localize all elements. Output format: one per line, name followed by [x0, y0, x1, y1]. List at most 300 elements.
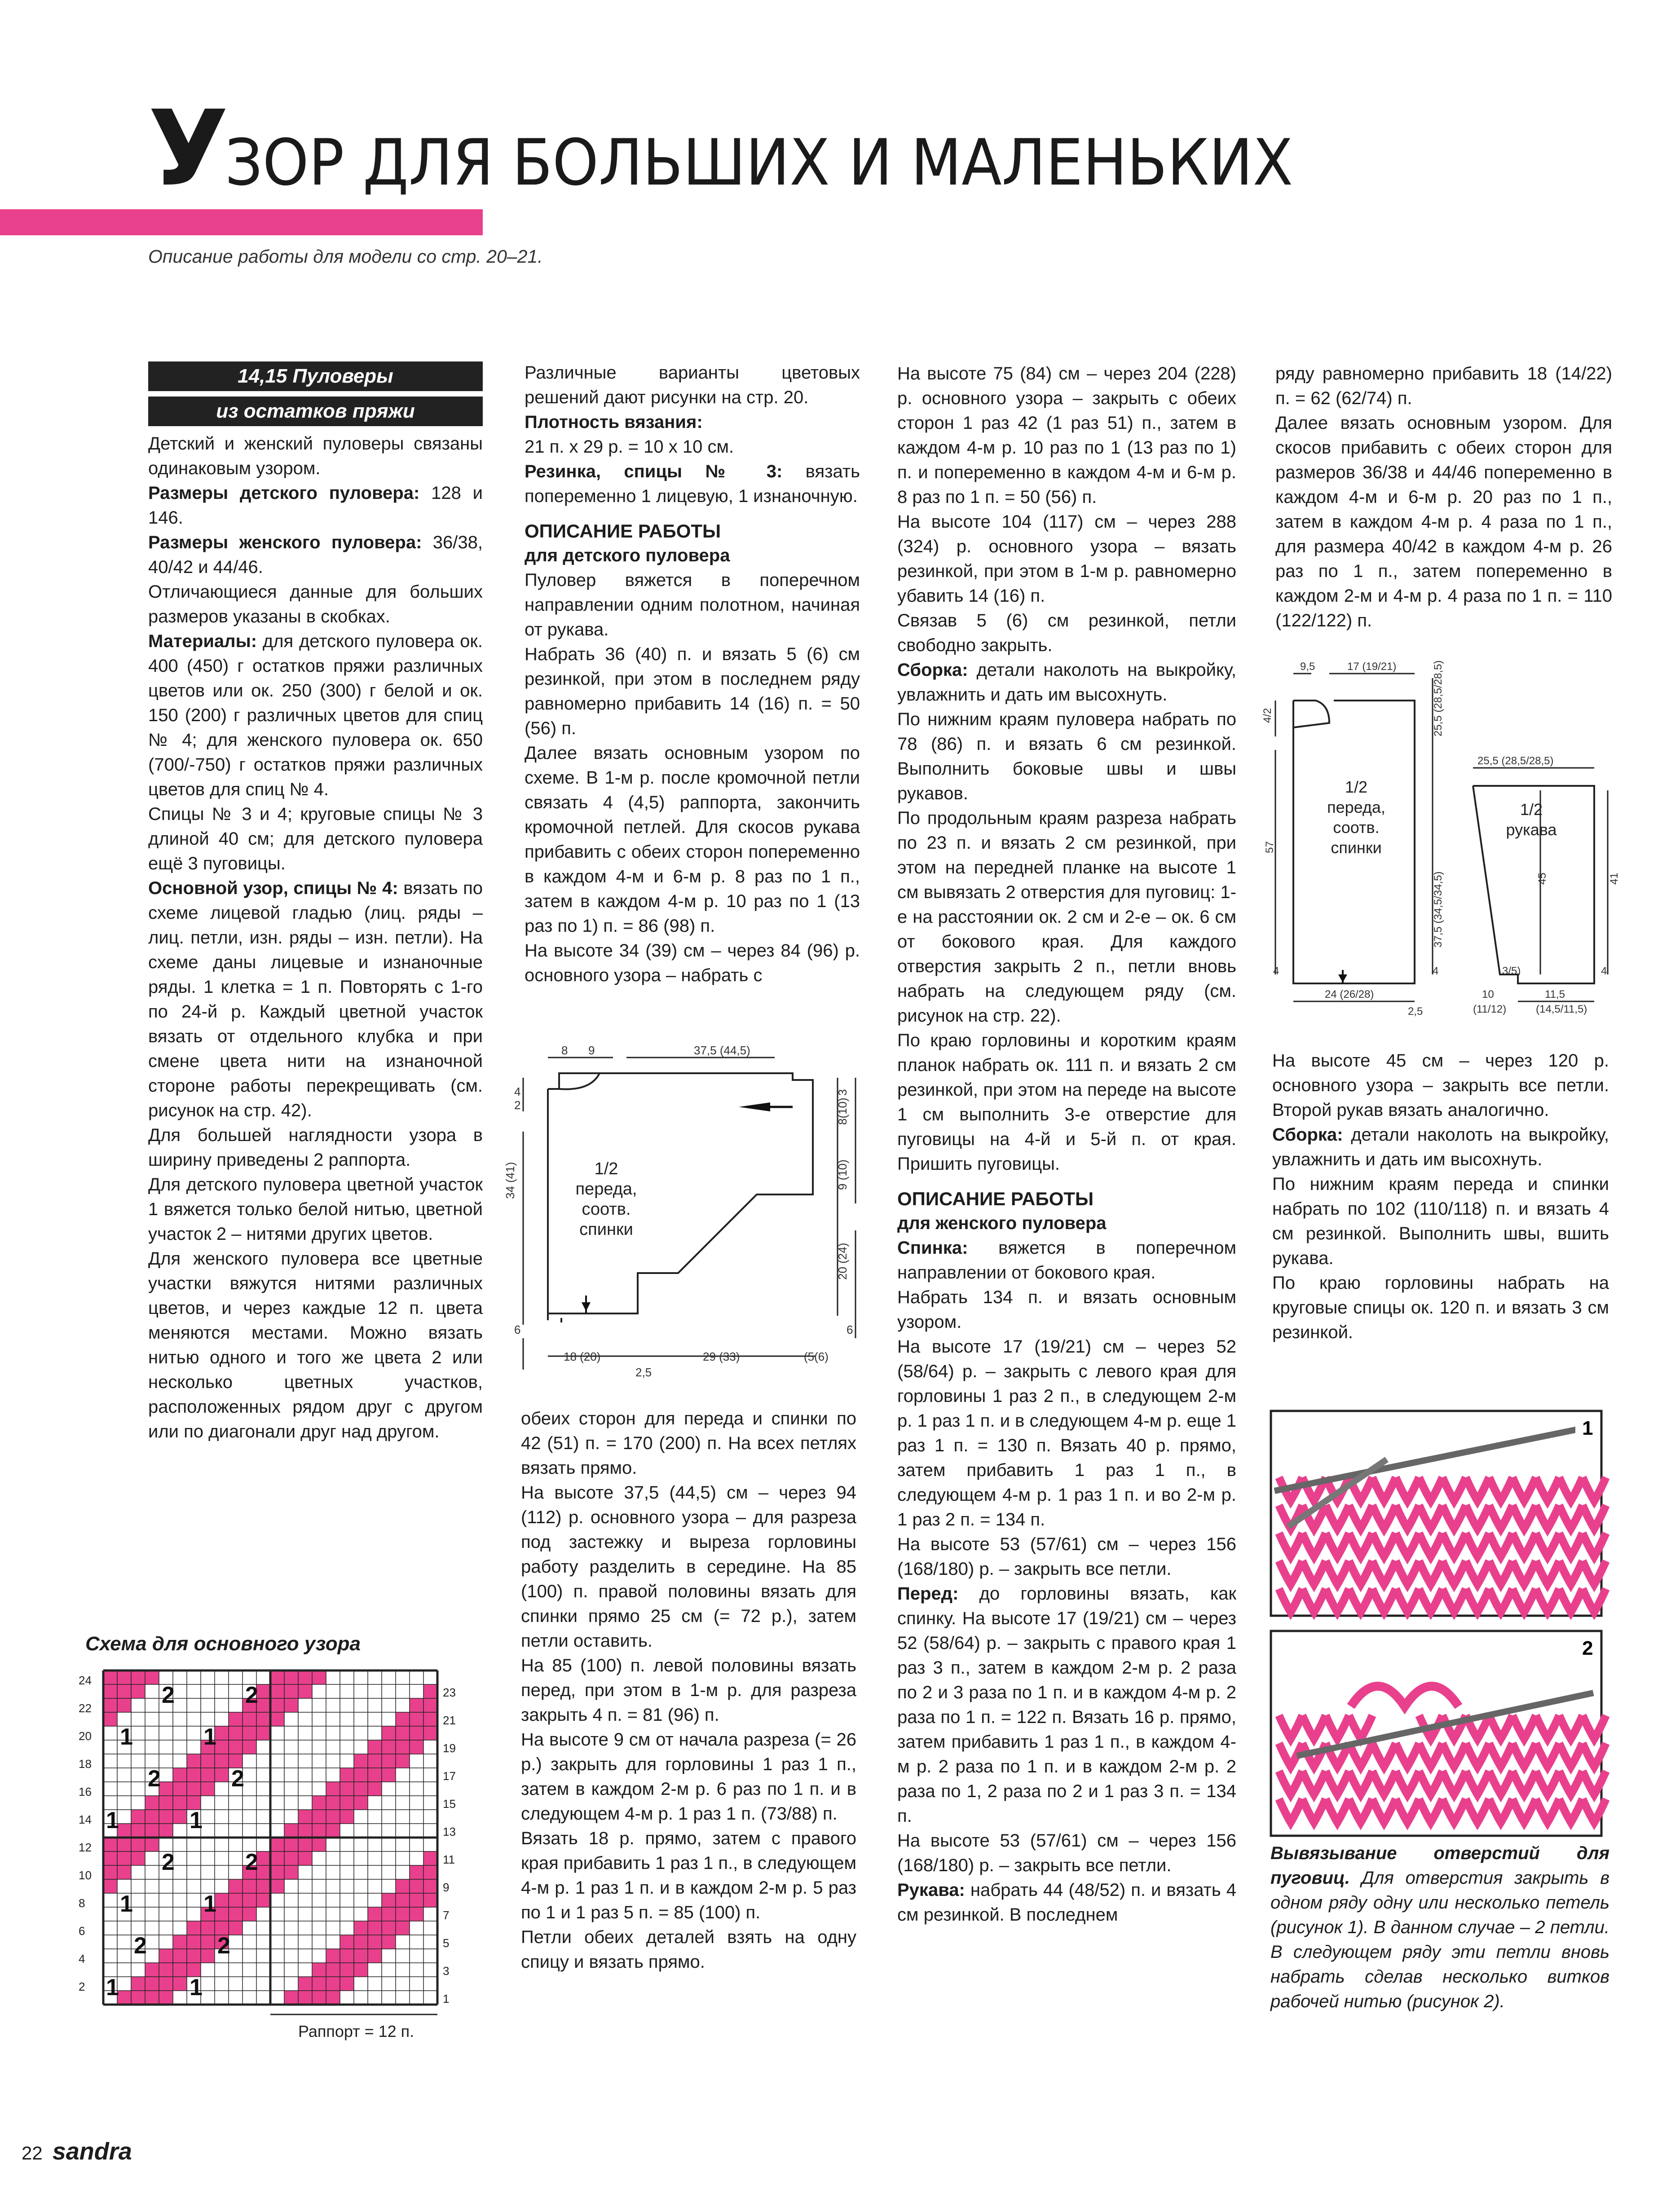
- chart-row-label-right: 17: [443, 1769, 456, 1783]
- chart-row-label-right: 11: [443, 1853, 455, 1866]
- col2_bot-paragraph: [521, 1925, 856, 1974]
- chart-color-cell: [256, 1712, 270, 1726]
- chart-color-cell: [423, 1865, 437, 1879]
- col4_mid-paragraph: [1272, 1172, 1609, 1271]
- col3-paragraph: [897, 1335, 1236, 1532]
- col4_mid-paragraph: [1272, 1123, 1609, 1172]
- col2_top-text: Набрать 36 (40) п. и вязать 5 (6) см резинкой, при этом в последнем ряду равномерно прибавить 14 (16) п. = 50 (56) п.: [525, 644, 860, 738]
- col3-text: По нижним краям пуловера набрать по 78 (86) п. и вязать 6 см резинкой. Выполнить боковые швы и швы рукавов.: [897, 710, 1236, 803]
- chart-color-cell: [145, 1670, 159, 1684]
- col3-paragraph: [897, 806, 1236, 1028]
- chart-row-label-left: 6: [79, 1924, 85, 1938]
- col2_bot-text: На высоте 9 см от начала разреза (= 26 р.) закрыть для горловины 1 раз 1 п., затем в каждом 2-м р. 6 раз по 1 п. и в следующем 4-м р. 1 раз 1 п. (73/88) п.: [521, 1730, 856, 1824]
- chart-area-label: 1: [120, 1891, 133, 1917]
- chart-color-cell: [284, 1824, 298, 1838]
- chart-color-cell: [117, 1991, 131, 2005]
- title-rest: ЗОР ДЛЯ БОЛЬШИХ И МАЛЕНЬКИХ: [225, 126, 1293, 200]
- child-label-8-10: 8(10): [836, 1097, 849, 1125]
- chart-color-cell: [103, 1851, 117, 1865]
- chart-color-cell: [173, 1782, 187, 1796]
- col4_mid-paragraph: [1272, 1049, 1609, 1123]
- col2_top-text: Пуловер вяжется в поперечном направлении одним полотном, начиная от рукава.: [525, 570, 860, 639]
- col3-paragraph: [897, 608, 1236, 658]
- chart-color-cell: [312, 1977, 326, 1991]
- col1-text: Детский и женский пуловеры связаны одинаковым узором.: [148, 434, 483, 478]
- col2_top-heading: Плотность вязания:: [525, 412, 703, 432]
- women-center-3: соотв.: [1333, 818, 1380, 837]
- chart-color-cell: [103, 1838, 117, 1851]
- col3-text: На высоте 75 (84) см – через 204 (228) р. основного узора – закрыть с обеих сторон 1 раз 42 (1 раз 51) п., затем в каждом 4-м р. 10 раз по 1 (13 раз по 1) п. и попеременно в каждом 4-м и 6-м р. 8 раз по 1 п. = 50 (56) п.: [897, 364, 1236, 507]
- chart-color-cell: [410, 1879, 423, 1893]
- chart-color-cell: [340, 1963, 354, 1977]
- chart-row-label-left: 24: [79, 1674, 92, 1687]
- chart-area-label: 1: [120, 1724, 133, 1750]
- child-label-18-20: 18 (20): [564, 1350, 601, 1363]
- col3-paragraph: [897, 658, 1236, 707]
- col4_top-paragraph: [1275, 411, 1612, 633]
- caption-heading: Вывязывание отверстий для пуговиц.: [1270, 1843, 1609, 1888]
- chart-title: Схема для основного узора: [85, 1633, 361, 1655]
- chart-color-cell: [368, 1935, 382, 1949]
- chart-row-label-right: 9: [443, 1881, 450, 1894]
- chart-color-cell: [145, 1796, 159, 1810]
- col4_top-text: ряду равномерно прибавить 18 (14/22) п. = 62 (62/74) п.: [1275, 364, 1612, 408]
- chart-color-cell: [103, 1698, 117, 1712]
- col1-paragraph: [148, 432, 483, 481]
- col3-text: На высоте 53 (57/61) см – через 156 (168/180) р. – закрыть все петли.: [897, 1534, 1236, 1579]
- chart-color-cell: [173, 1935, 187, 1949]
- col1-text: Для детского пуловера цветной участок 1 вяжется только белой нитью, цветной участок 2 – нитями других цветов.: [148, 1175, 483, 1244]
- women-label-4-right: 4: [1433, 965, 1439, 977]
- chart-color-cell: [131, 1684, 145, 1698]
- chart-color-cell: [103, 1684, 117, 1698]
- chart-color-cell: [284, 1838, 298, 1851]
- chart-color-cell: [117, 1824, 131, 1838]
- chart-color-cell: [201, 1949, 215, 1963]
- chart-color-cell: [256, 1851, 270, 1865]
- chart-color-cell: [423, 1893, 437, 1907]
- chart-color-cell: [229, 1740, 243, 1754]
- col3-paragraph: [897, 510, 1236, 608]
- page-footer: [22, 2137, 132, 2165]
- brand-name: sandra: [52, 2138, 132, 2165]
- col3-text: до горловины вязать, как спинку. На высоте 17 (19/21) см – через 52 (58/64) р. – закрыть с правого края 1 раз 3 п., затем в каждом 2-м р. 2 раза по 2 и 3 раза по 1 п. и в каждом 4-м р. 2 раза по 1 п. = 122 п. Вязать 16 р. прямо, затем прибавить 1 раз 1 п., в каждом 4-м р. 2 раза по 1 п. и в каждом 2-м р. 2 раза по 1, 2 раза по 2 и 1 раз 3 п. = 134 п.: [897, 1584, 1236, 1826]
- child-schematic: [505, 1046, 873, 1390]
- women-label-10: 10: [1482, 988, 1494, 1000]
- chart-color-cell: [354, 1768, 368, 1782]
- chart-area-label: 2: [134, 1933, 147, 1959]
- chart-color-cell: [270, 1670, 284, 1684]
- chart-area-label: 1: [106, 1807, 119, 1833]
- col2_bot-paragraph: [521, 1826, 856, 1925]
- chart-row-label-left: 10: [79, 1869, 92, 1882]
- women-neck: [1293, 701, 1329, 727]
- col3-text: вяжется в поперечном направлении от бокового края.: [897, 1238, 1236, 1282]
- chart-row-label-right: 5: [443, 1936, 450, 1950]
- child-label-2-5: 2,5: [635, 1366, 652, 1379]
- chart-color-cell: [312, 1824, 326, 1838]
- chart-color-cell: [215, 1768, 229, 1782]
- chart-color-cell: [312, 1991, 326, 2005]
- chart-color-cell: [270, 1865, 284, 1879]
- chart-color-cell: [410, 1712, 423, 1726]
- col2_top-paragraph: [525, 410, 860, 435]
- col1-text: для детского пуловера ок. 400 (450) г остатков пряжи различных цветов или ок. 250 (300) г белой и ок. 150 (200) г различных цветов для спиц № 4; для женского пуловера ок. 650 (700/-750) г остатков пряжи различных цветов для спиц № 4.: [148, 631, 483, 799]
- col4_mid-text: На высоте 45 см – через 120 р. основного узора – закрыть все петли. Второй рукав вязать аналогично.: [1272, 1051, 1609, 1120]
- chart-color-cell: [382, 1907, 396, 1921]
- child-label-8: 8: [561, 1044, 568, 1057]
- chart-area-label: 2: [162, 1682, 175, 1708]
- chart-color-cell: [173, 1963, 187, 1977]
- col2_top-paragraph: [525, 361, 860, 410]
- col3-text: детали наколоть на выкройку, увлажнить и дать им высохнуть.: [897, 660, 1236, 705]
- col2_top-paragraph: [525, 435, 860, 459]
- accent-bar: [0, 209, 483, 235]
- col1-paragraph: [148, 1247, 483, 1444]
- chart-row-label-right: 13: [443, 1825, 456, 1838]
- chart-color-cell: [215, 1907, 229, 1921]
- col3-paragraph: [897, 1285, 1236, 1335]
- buttonhole-figure-2: [1270, 1630, 1602, 1839]
- col2_bot-paragraph: [521, 1653, 856, 1728]
- chart-color-cell: [410, 1907, 423, 1921]
- chart-color-cell: [396, 1726, 410, 1740]
- col1-paragraph: [148, 629, 483, 802]
- chart-color-cell: [117, 1684, 131, 1698]
- chart-color-cell: [326, 1963, 340, 1977]
- women-label-3-5: 3/5): [1502, 965, 1521, 977]
- chart-color-cell: [201, 1782, 215, 1796]
- column-4-middle: [1272, 1049, 1609, 1381]
- chart-color-cell: [131, 1991, 145, 2005]
- col1-paragraph: [148, 1172, 483, 1247]
- child-center-2: переда,: [575, 1180, 637, 1199]
- chart-color-cell: [159, 1991, 173, 2005]
- chart-color-cell: [396, 1879, 410, 1893]
- col2_bot-text: На высоте 37,5 (44,5) см – через 94 (112) р. основного узора – для разреза под застежку и выреза горловины работу разделить в середине. На 85 (100) п. правой половины вязать для спинки прямо 25 см (= 72 р.), затем петли оставить.: [521, 1483, 856, 1651]
- sleeve-center-2: рукава: [1506, 820, 1557, 839]
- chart-color-cell: [159, 1810, 173, 1824]
- chart-color-cell: [326, 1991, 340, 2005]
- chart-color-cell: [201, 1754, 215, 1768]
- chart-color-cell: [103, 1879, 117, 1893]
- col2_top-paragraph: [525, 741, 860, 939]
- chart-color-cell: [243, 1740, 256, 1754]
- chart-color-cell: [117, 1838, 131, 1851]
- chart-color-cell: [215, 1740, 229, 1754]
- chart-color-cell: [131, 1810, 145, 1824]
- chart-color-cell: [354, 1949, 368, 1963]
- col2_bot-paragraph: [521, 1481, 856, 1653]
- col4_mid-text: По краю горловины набрать на круговые спицы ок. 120 п. и вязать 3 см резинкой.: [1272, 1273, 1609, 1342]
- chart-color-cell: [368, 1740, 382, 1754]
- chart-color-cell: [396, 1907, 410, 1921]
- chart-color-cell: [326, 1782, 340, 1796]
- chart-color-cell: [187, 1782, 201, 1796]
- chart-area-label: 1: [106, 1974, 119, 2001]
- chart-row-label-right: 23: [443, 1686, 456, 1699]
- buttonhole-figure-1: [1270, 1410, 1602, 1619]
- col1-paragraph: [148, 530, 483, 580]
- chart-color-cell: [410, 1726, 423, 1740]
- chart-color-cell: [103, 1712, 117, 1726]
- col2_top-text: 21 п. х 29 р. = 10 х 10 см.: [525, 437, 734, 457]
- chart-color-cell: [396, 1921, 410, 1935]
- child-top-edge: [548, 1073, 703, 1089]
- chart-color-cell: [382, 1893, 396, 1907]
- child-label-6-left: 6: [514, 1323, 521, 1336]
- chart-color-cell: [410, 1740, 423, 1754]
- chart-color-cell: [173, 1977, 187, 1991]
- women-center-4: спинки: [1331, 838, 1382, 857]
- child-label-height: 34 (41): [503, 1162, 517, 1199]
- chart-color-cell: [382, 1935, 396, 1949]
- col4_top-paragraph: [1275, 361, 1612, 411]
- sleeve-center-1: 1/2: [1520, 800, 1543, 819]
- col3-heading: Сборка:: [897, 660, 968, 680]
- col1-heading: Основной узор, спицы № 4:: [148, 878, 398, 898]
- child-label-5-6: (5(6): [804, 1350, 829, 1363]
- chart-color-cell: [410, 1865, 423, 1879]
- col2_top-text: Далее вязать основным узором по схеме. В 1-м р. после кромочной петли связать 4 (4,5) раппорта, закончить кромочной петлей. Для скосов рукава прибавить с обеих сторон попеременно в каждом 4-м и 6-м р. 8 раз по 1 п., затем в каждом 4-м р. 10 раз по 1 (13 раз по 1) п. = 86 (98) п.: [525, 743, 860, 936]
- chart-row-label-right: 7: [443, 1908, 450, 1922]
- chart-color-cell: [312, 1838, 326, 1851]
- chart-color-cell: [423, 1851, 437, 1865]
- women-label-sleeve-top: 25,5 (28,5/28,5): [1477, 755, 1554, 767]
- chart-color-cell: [256, 1698, 270, 1712]
- chart-color-cell: [159, 1963, 173, 1977]
- women-schematic-svg: [1261, 660, 1626, 1033]
- chart-color-cell: [131, 1851, 145, 1865]
- chart-color-cell: [312, 1670, 326, 1684]
- title-initial: У: [148, 88, 225, 209]
- women-schematic: [1261, 660, 1626, 1035]
- col1-heading: Размеры детского пуловера:: [148, 483, 420, 503]
- chart-row-label-left: 12: [79, 1841, 92, 1854]
- chart-color-cell: [159, 1782, 173, 1796]
- child-label-9-10: 9 (10): [836, 1159, 849, 1190]
- chart-color-cell: [145, 1838, 159, 1851]
- chart-color-cell: [340, 1810, 354, 1824]
- chart-color-cell: [270, 1851, 284, 1865]
- women-label-57: 57: [1264, 841, 1276, 853]
- column-1-text: [148, 432, 483, 1444]
- col2_top-text: Различные варианты цветовых решений дают рисунки на стр. 20.: [525, 363, 860, 407]
- chart-color-cell: [145, 1977, 159, 1991]
- chart-color-cell: [229, 1726, 243, 1740]
- col2_top-paragraph: [525, 568, 860, 642]
- chart-row-label-left: 18: [79, 1757, 92, 1771]
- chart-color-cell: [159, 1796, 173, 1810]
- chart-color-cell: [368, 1754, 382, 1768]
- col4_top-text: Далее вязать основным узором. Для скосов прибавить с обеих сторон для размеров 36/38 и 44/46 попеременно в каждом 4-м и 6-м р. 20 раз по 1 п., затем в каждом 4-м р. 4 раза по 1 п., для размера 40/42 в каждом 4-м р. 26 раз по 1 п., затем попеременно в каждом 2-м и 4-м р. 4 раза по 1 п. = 110 (122/122) п.: [1275, 413, 1612, 630]
- col4_mid-text: детали наколоть на выкройку, увлажнить и дать им высохнуть.: [1272, 1125, 1609, 1169]
- chart-color-cell: [201, 1935, 215, 1949]
- col4_mid-heading: Сборка:: [1272, 1125, 1343, 1145]
- chart-row-label-left: 16: [79, 1785, 92, 1798]
- col3-paragraph: [897, 1582, 1236, 1829]
- chart-color-cell: [187, 1754, 201, 1768]
- women-label-45: 45: [1536, 873, 1548, 885]
- chart-color-cell: [131, 1670, 145, 1684]
- women-label-11-5: 11,5: [1545, 988, 1565, 1000]
- chart-color-cell: [256, 1684, 270, 1698]
- chart-color-cell: [145, 1963, 159, 1977]
- chart-color-cell: [117, 1670, 131, 1684]
- fig2-number: 2: [1582, 1637, 1593, 1659]
- chart-color-cell: [284, 1684, 298, 1698]
- col2_bot-text: На 85 (100) п. левой половины вязать перед, при этом в 1-м р. для разреза закрыть 4 п. = 81 (96) п.: [521, 1656, 856, 1725]
- chart-color-cell: [368, 1907, 382, 1921]
- chart-color-cell: [173, 1810, 187, 1824]
- women-label-11-12: (11/12): [1473, 1003, 1507, 1015]
- col3-paragraph: [897, 361, 1236, 510]
- col1-paragraph: [148, 1123, 483, 1172]
- col3-paragraph: [897, 1236, 1236, 1285]
- chart-color-cell: [229, 1879, 243, 1893]
- child-label-20-24: 20 (24): [836, 1243, 849, 1280]
- women-center-2: переда,: [1327, 798, 1385, 816]
- col2_bot-text: Вязать 18 р. прямо, затем с правого края прибавить 1 раз 1 п., в следующем 4-м р. 1 раз 1 п. и в каждом 2-м р. 5 раз по 1 и 1 раз 5 п. = 85 (100) п.: [521, 1829, 856, 1922]
- women-label-4-2: 4/2: [1261, 708, 1274, 723]
- col2_top-paragraph: [525, 939, 860, 988]
- col2_top-paragraph: ОПИСАНИЕ РАБОТЫ: [525, 520, 721, 542]
- chart-color-cell: [340, 1949, 354, 1963]
- col1-text: 128 и 146.: [148, 483, 483, 528]
- women-label-24: 24 (26/28): [1325, 988, 1374, 1000]
- chart-color-cell: [243, 1879, 256, 1893]
- chart-color-cell: [382, 1726, 396, 1740]
- women-label-14-5: (14,5/11,5): [1536, 1003, 1587, 1015]
- chart-color-cell: [326, 1949, 340, 1963]
- chart-color-cell: [131, 1977, 145, 1991]
- col3-heading: Перед:: [897, 1584, 959, 1604]
- chart-area-label: 2: [245, 1682, 258, 1708]
- chart-color-cell: [229, 1893, 243, 1907]
- chart-color-cell: [423, 1684, 437, 1698]
- chart-color-cell: [382, 1768, 396, 1782]
- chart-row-label-right: 3: [443, 1964, 450, 1978]
- chart-area-label: 1: [203, 1724, 216, 1750]
- column-2-bottom: [521, 1406, 856, 2053]
- chart-color-cell: [423, 1726, 437, 1740]
- chart-color-cell: [284, 1865, 298, 1879]
- chart-color-cell: [340, 1796, 354, 1810]
- col1-text: Для женского пуловера все цветные участки вяжутся нитями различных цветов, и через каждые 12 п. цвета меняются местами. Можно вязать нитью одного и того же цвета 2 или несколько цветных участков, расположенных рядом друг с другом или по диагонали друг над другом.: [148, 1249, 483, 1441]
- chart-color-cell: [312, 1796, 326, 1810]
- chart-color-cell: [298, 1977, 312, 1991]
- chart-color-cell: [396, 1740, 410, 1754]
- column-2-top: [525, 361, 860, 1025]
- chart-area-label: 1: [203, 1891, 216, 1917]
- chart-area-label: 2: [148, 1766, 161, 1792]
- chart-color-cell: [270, 1879, 284, 1893]
- chart-color-cell: [159, 1824, 173, 1838]
- chart-color-cell: [382, 1754, 396, 1768]
- col2_bot-text: обеих сторон для переда и спинки по 42 (51) п. = 170 (200) п. На всех петлях вязать прямо.: [521, 1409, 856, 1478]
- col3-text: По краю горловины и коротким краям планок набрать ок. 111 п. и вязать 2 см резинкой, при этом на переде на высоте 1 см выполнить 3-е отверстие для пуговицы на 4-й и 5-й п. от края. Пришить пуговицы.: [897, 1031, 1236, 1174]
- chart-area-label: 1: [190, 1974, 203, 2001]
- chart-color-cell: [368, 1949, 382, 1963]
- chart-color-cell: [270, 1838, 284, 1851]
- women-label-9-5: 9,5: [1300, 661, 1315, 673]
- chart-row-label-left: 14: [79, 1813, 92, 1826]
- women-label-4-left: 4: [1273, 965, 1279, 977]
- col3-paragraph: [897, 1532, 1236, 1582]
- column-3: [897, 361, 1236, 2059]
- child-label-4: 4: [514, 1085, 521, 1098]
- col3-text: На высоте 104 (117) см – через 288 (324) р. основного узора – вязать резинкой, при этом в 1-м р. равномерно убавить 14 (16) п.: [897, 512, 1236, 606]
- chart-color-cell: [298, 1991, 312, 2005]
- fig1-number: 1: [1582, 1417, 1593, 1439]
- col1-text: 36/38, 40/42 и 44/46.: [148, 533, 483, 577]
- column-4-top: [1275, 361, 1612, 649]
- col1-paragraph: [148, 802, 483, 876]
- page-title: [148, 88, 1386, 209]
- chart-color-cell: [284, 1698, 298, 1712]
- chart-color-cell: [215, 1754, 229, 1768]
- chart-color-cell: [340, 1782, 354, 1796]
- chart-color-cell: [173, 1949, 187, 1963]
- chart-color-cell: [256, 1726, 270, 1740]
- chart-color-cell: [326, 1810, 340, 1824]
- model-label-title: из остатков пряжи: [148, 397, 483, 426]
- chart-color-cell: [298, 1851, 312, 1865]
- chart-color-cell: [270, 1698, 284, 1712]
- chart-color-cell: [270, 1684, 284, 1698]
- chart-color-cell: [173, 1796, 187, 1810]
- chart-color-cell: [298, 1684, 312, 1698]
- child-label-width: 37,5 (44,5): [694, 1044, 750, 1057]
- col1-text: Отличающиеся данные для больших размеров указаны в скобках.: [148, 582, 483, 626]
- chart-color-cell: [326, 1977, 340, 1991]
- chart-color-cell: [103, 1865, 117, 1879]
- women-label-25-5: 25,5 (28,5/28,5): [1432, 660, 1444, 736]
- women-label-37-5: 37,5 (34,5/34,5): [1432, 871, 1444, 948]
- chart-color-cell: [396, 1754, 410, 1768]
- chart-color-cell: [340, 1768, 354, 1782]
- chart-color-cell: [243, 1893, 256, 1907]
- chart-color-cell: [368, 1768, 382, 1782]
- buttonhole-caption: [1270, 1841, 1609, 2057]
- col3-paragraph: [897, 1829, 1236, 1878]
- chart-area-label: 2: [245, 1849, 258, 1875]
- col3-text: По продольным краям разреза набрать по 23 п. и вязать 2 см резинкой, при этом на передней планке на высоте 1 см вывязать 2 отверстия для пуговиц: 1-е на расстоянии ок. 2 см и 2-е – ок. 6 см от бокового края. Для каждого отверстия закрыть 2 п., петли вновь набрать на следующем ряду (см. рисунок на стр. 22).: [897, 808, 1236, 1026]
- chart-color-cell: [131, 1824, 145, 1838]
- col3-text: Связав 5 (6) см резинкой, петли свободно закрыть.: [897, 611, 1236, 655]
- chart-color-cell: [256, 1865, 270, 1879]
- col3-paragraph: ОПИСАНИЕ РАБОТЫ: [897, 1188, 1094, 1209]
- col3-paragraph: для женского пуловера: [897, 1213, 1107, 1233]
- col1-paragraph: [148, 876, 483, 1123]
- pattern-chart-svg: [58, 1662, 489, 2066]
- chart-color-cell: [340, 1977, 354, 1991]
- chart-color-cell: [145, 1824, 159, 1838]
- col1-heading: Размеры женского пуловера:: [148, 533, 422, 552]
- chart-color-cell: [382, 1921, 396, 1935]
- chart-color-cell: [396, 1893, 410, 1907]
- chart-color-cell: [354, 1935, 368, 1949]
- chart-color-cell: [187, 1949, 201, 1963]
- women-label-2-5: 2,5: [1408, 1005, 1423, 1018]
- col1-paragraph: [148, 481, 483, 530]
- chart-color-cell: [368, 1782, 382, 1796]
- chart-row-label-right: 19: [443, 1741, 456, 1755]
- chart-color-cell: [284, 1670, 298, 1684]
- col2_top-text: вязать попеременно 1 лицевую, 1 изнаночную.: [525, 462, 860, 506]
- chart-area-label: 2: [162, 1849, 175, 1875]
- col4_mid-paragraph: [1272, 1271, 1609, 1345]
